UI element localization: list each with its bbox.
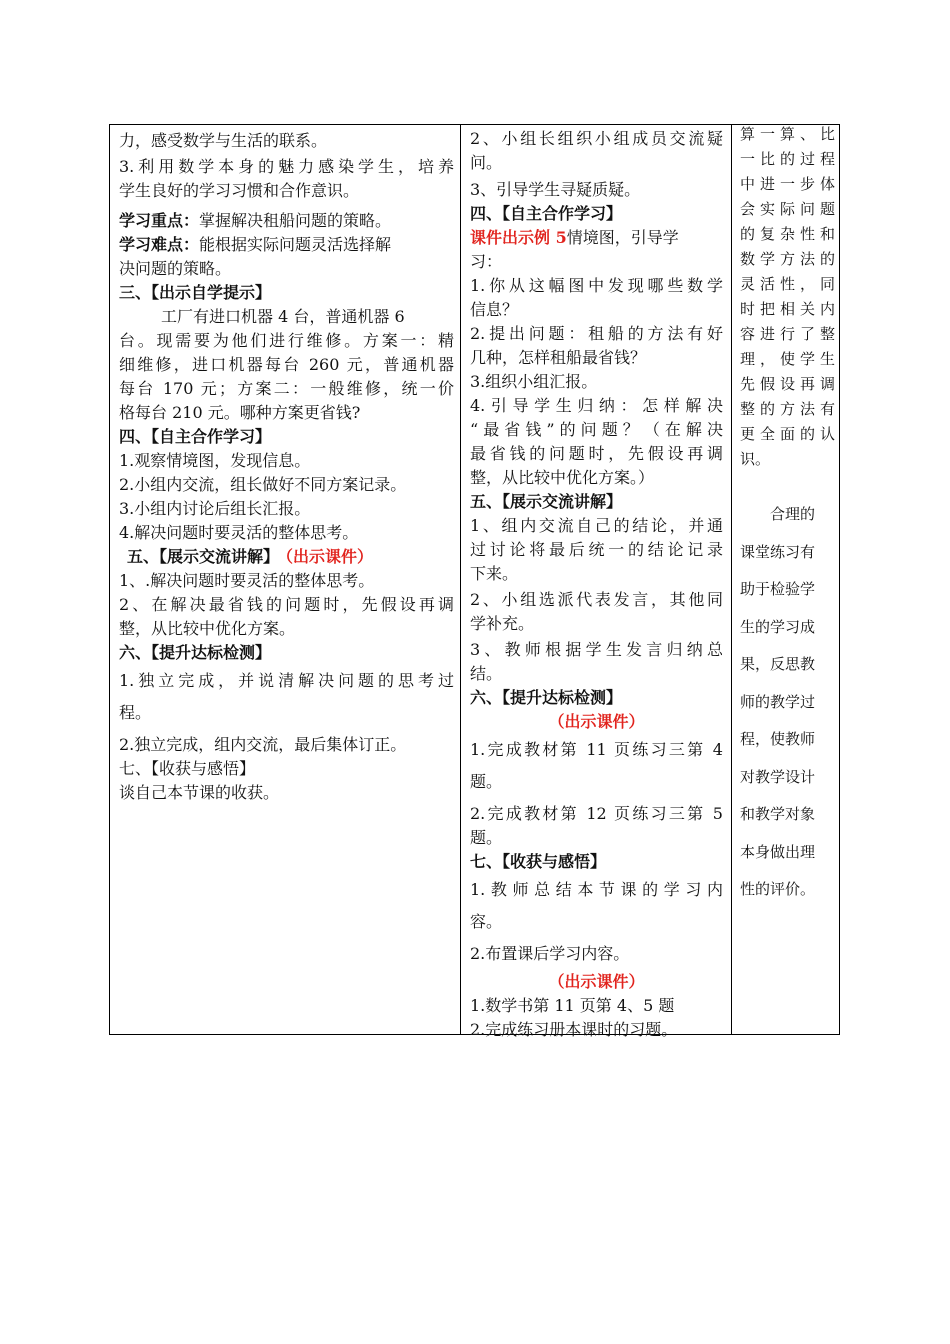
key-point-text: 掌握解决租船问题的策略。 — [199, 211, 392, 230]
text-line: 整，从比较中优化方案。 — [119, 619, 296, 638]
show-courseware-tag: （出示课件） — [548, 972, 645, 991]
text-line: 数学方法的 — [740, 250, 835, 268]
difficulty — [119, 233, 454, 257]
text-line: 1、组内交流自己的结论，并通 — [470, 516, 723, 535]
text-line: 整的方法有 — [740, 400, 835, 418]
text-line: 格每台 210 元。哪种方案更省钱? — [119, 403, 361, 422]
text-line: 1.教师总结本节课的学习内 — [470, 880, 723, 899]
section-heading-4: 四、【自主合作学习】 — [470, 204, 623, 223]
show-courseware-tag: （出示课件） — [548, 712, 645, 731]
column-teacher-activities — [461, 125, 732, 1039]
text-line: 学补充。 — [470, 614, 535, 633]
example-text: 情境图，引导学 — [566, 228, 679, 247]
section-heading-5-text: 五、【展示交流讲解】 — [127, 547, 280, 566]
text-line: 时把相关内 — [740, 300, 835, 318]
section-heading-7: 七、【收获与感悟】 — [119, 759, 256, 778]
text-line: 题。 — [470, 772, 503, 791]
text-line: 力，感受数学与生活的联系。 — [119, 131, 328, 150]
text-line: 性的评价。 — [740, 880, 816, 898]
text-line: 信息？ — [470, 300, 519, 319]
text-line: 2.独立完成，组内交流，最后集体订正。 — [119, 735, 407, 754]
text-line: 工厂有进口机器 4 台，普通机器 6 — [161, 307, 405, 326]
text-line: 细维修，进口机器每台 260 元，普通机器 — [119, 355, 454, 374]
text-line: 1.数学书第 11 页第 4、5 题 — [470, 996, 675, 1015]
example-line — [470, 226, 723, 250]
text-line: 1.观察情境图，发现信息。 — [119, 451, 311, 470]
text-line: 学生良好的学习习惯和合作意识。 — [119, 181, 360, 200]
text-line: 几种，怎样租船最省钱？ — [470, 348, 647, 367]
text-line: 课堂练习有 — [740, 542, 816, 561]
text-line: 更全面的认 — [740, 425, 835, 443]
text-line: 程，使教师 — [740, 730, 816, 748]
text-line: 的复杂性和 — [740, 225, 835, 243]
courseware-example-tag: 课件出示例 5 — [470, 228, 567, 247]
column-design-intent — [732, 125, 841, 1034]
text-line: 会实际问题 — [740, 200, 835, 218]
text-line: 2.完成教材第 12 页练习三第 5 — [470, 804, 723, 823]
text-line: 每台 170 元；方案二：一般维修，统一价 — [119, 379, 454, 398]
text-line: 决问题的策略。 — [119, 259, 232, 278]
key-point-label: 学习重点： — [119, 211, 200, 230]
text-line: 和教学对象 — [740, 805, 816, 823]
text-line: 4.引导学生归纳：怎样解决 — [470, 396, 723, 415]
text-line: 4.解决问题时要灵活的整体思考。 — [119, 523, 359, 542]
column-study-guide — [110, 125, 461, 1034]
text-line: 1.你从这幅图中发现哪些数学 — [470, 276, 723, 295]
text-line: 3.利用数学本身的魅力感染学生，培养 — [119, 157, 454, 176]
difficulty-text: 能根据实际问题灵活选择解 — [199, 235, 392, 254]
text-line: 1、.解决问题时要灵活的整体思考。 — [119, 571, 375, 590]
text-line: 一比的过程 — [740, 150, 835, 168]
text-line: 容进行了整 — [740, 325, 835, 343]
text-line: 理，使学生 — [740, 350, 835, 368]
text-line: 2.完成练习册本课时的习题。 — [470, 1020, 678, 1039]
text-line: “最省钱”的问题？（在解决 — [470, 420, 723, 439]
text-line: 最省钱的问题时，先假设再调 — [470, 444, 723, 463]
text-line: 3.组织小组汇报。 — [470, 372, 598, 391]
difficulty-label: 学习难点： — [119, 235, 200, 254]
text-line: 2、在解决最省钱的问题时，先假设再调 — [119, 595, 454, 614]
section-heading-7: 七、【收获与感悟】 — [470, 852, 607, 871]
text-line: 台。现需要为他们进行维修。方案一：精 — [119, 331, 454, 350]
text-line: 助于检验学 — [740, 580, 816, 598]
text-line: 果，反思教 — [740, 655, 816, 673]
section-heading-5: 五、【展示交流讲解】 — [470, 492, 623, 511]
text-line: 下来。 — [470, 564, 519, 583]
text-line: 2.提出问题：租船的方法有好 — [470, 324, 723, 343]
text-line: 算一算、比 — [740, 125, 835, 143]
text-line: 识。 — [740, 450, 771, 468]
text-line: 整，从比较中优化方案。） — [470, 468, 655, 487]
text-line: 题。 — [470, 828, 503, 847]
section-heading-6: 六、【提升达标检测】 — [119, 643, 272, 662]
text-line: 习： — [470, 252, 503, 271]
section-heading-3: 三、【出示自学提示】 — [119, 283, 272, 302]
lesson-plan-table — [109, 124, 840, 1039]
text-line: 3、引导学生寻疑质疑。 — [470, 180, 641, 199]
text-line: 1.完成教材第 11 页练习三第 4 — [470, 740, 723, 759]
text-line: 师的教学过 — [740, 692, 816, 711]
text-line: 容。 — [470, 912, 503, 931]
text-line: 2、小组选派代表发言，其他同 — [470, 590, 723, 609]
text-line: 先假设再调 — [740, 375, 835, 393]
text-line: 过讨论将最后统一的结论记录 — [470, 540, 723, 559]
text-line: 3、教师根据学生发言归纳总 — [470, 640, 723, 659]
text-line: 对教学设计 — [740, 767, 816, 786]
text-line: 生的学习成 — [740, 617, 816, 636]
text-line: 3.小组内讨论后组长汇报。 — [119, 499, 311, 518]
text-line: 结。 — [470, 664, 503, 683]
text-line: 合理的 — [770, 505, 816, 523]
text-line: 中进一步体 — [740, 175, 835, 193]
key-point — [119, 209, 454, 233]
text-line: 1.独立完成，并说清解决问题的思考过 — [119, 671, 454, 690]
show-courseware-tag: （出示课件） — [285, 547, 374, 566]
text-line: 程。 — [119, 703, 152, 722]
text-line: 2.布置课后学习内容。 — [470, 944, 630, 963]
text-line: 本身做出理 — [740, 842, 816, 861]
text-line: 2、小组长组织小组成员交流疑 — [470, 129, 723, 148]
section-heading-4: 四、【自主合作学习】 — [119, 427, 272, 446]
text-line: 问。 — [470, 153, 503, 172]
text-line: 灵活性，同 — [740, 275, 835, 293]
text-line: 谈自己本节课的收获。 — [119, 783, 280, 802]
section-heading-6: 六、【提升达标检测】 — [470, 688, 623, 707]
text-line: 2.小组内交流，组长做好不同方案记录。 — [119, 475, 407, 494]
section-heading-5 — [119, 545, 454, 569]
